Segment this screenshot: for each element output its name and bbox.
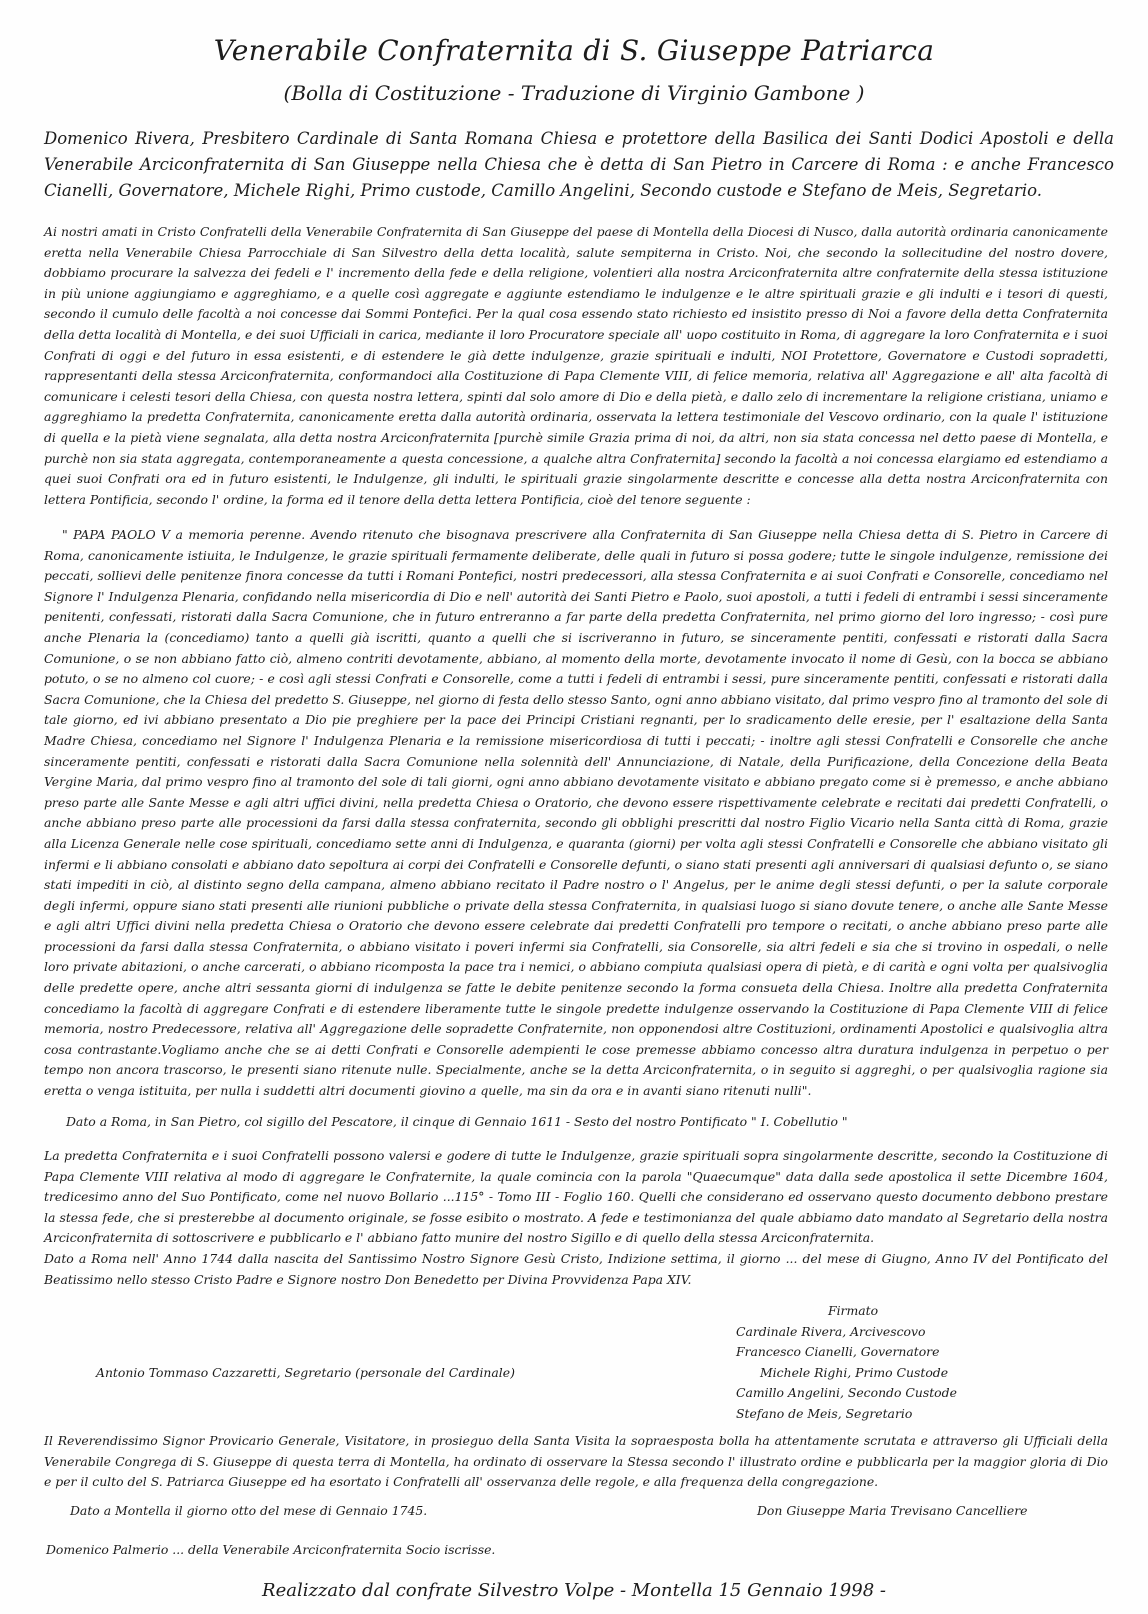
signature-block: [736, 1301, 957, 1425]
paragraph-provicar: Il Reverendissimo Signor Provicario Generale, Visitatore, in prosieguo della Santa Visita la sopraesposta bolla ha attentamente scrutata e attraverso gli Ufficiali della Venerabile Congrega di S. Giuseppe di questa terra di Montella, ha ordinato di osservare la Stessa secondo l' illustrato ordine e pubblicarla per la maggior gloria di Dio e per il culto del S. Patriarca Giuseppe ed ha esortato i Confratelli all' osservanza delle regole, e alla frequenza della congregazione.: [44, 1433, 1108, 1490]
signature-second-custodian: Camillo Angelini, Secondo Custode: [736, 1385, 957, 1401]
signature-cardinal: Cardinale Rivera, Arcivescovo: [736, 1323, 926, 1339]
dating-montella-1745: Dato a Montella il giorno otto del mese di Gennaio 1745.: [70, 1503, 428, 1518]
paragraph-address: Ai nostri amati in Cristo Confratelli della Venerabile Confraternita di San Giuseppe del paese di Montella della Diocesi di Nusco, dalla autorità ordinaria canonicamente eretta nella Venerabile Chiesa Parrocchiale di San Silvestro della detta località, salute sempiterna in Cristo. Noi, che secondo la sollecitudine del nostro dovere, dobbiamo procurare la salvezza dei fedeli e l' incremento della fede e della religione, volentieri alla nostra Arciconfraternita altre confraternite della stessa istituzione in più unione aggiungiamo e aggreghiamo, e a quelle così aggregate e aggiunte estendiamo le indulgenze e le altre spirituali grazie e gli indulti e i tesori di questi, secondo il cumulo delle facoltà a noi concesse dai Sommi Pontefici. Per la qual cosa essendo stato richiesto ed insistito presso di Noi a favore della detta Confraternita della detta località di Montella, e dei suoi Ufficiali in carica, mediante il loro Procuratore speciale all' uopo costituito in Roma, di aggregare la loro Confraternita e i suoi Confrati di oggi e del futuro in essa esistenti, e di estendere le già dette indulgenze, grazie spirituali e indulti, NOI Protettore, Governatore e Custodi sopradetti, rappresentanti della stessa Arciconfraternita, conformandoci alla Costituzione di Papa Clemente VIII, di felice memoria, relativa all' Aggregazione e all' alta facoltà di comunicare i celesti tesori della Chiesa, con questa nostra lettera, spinti dal solo amore di Dio e della pietà, e dallo zelo di incrementare la religione cristiana, uniamo e aggreghiamo la predetta Confraternita, canonicamente eretta dalla autorità ordinaria, osservata la lettera testimoniale del Vescovo ordinario, con la quale l' istituzione di quella e la pietà viene segnalata, alla detta nostra Arciconfraternita [purchè simile Grazia prima di noi, da altri, non sia stata concessa nel detto paese di Montella, e purchè non sia stata aggregata, contemporaneamente a questa concessione, a qualche altra Confraternita] secondo la facoltà a noi concessa elargiamo ed estendiamo a quei suoi Confrati ora ed in futuro esistenti, le Indulgenze, gli indulti, le spirituali grazie singolarmente descritte e concesse alla detta nostra Arciconfraternita con lettera Pontificia, secondo l' ordine, la forma ed il tenore della detta lettera Pontificia, cioè del tenore seguente :: [44, 224, 1108, 507]
document-title: Venerabile Confraternita di S. Giuseppe Patriarca: [213, 34, 935, 67]
palmerio-note: Domenico Palmerio ... della Venerabile Arciconfraternita Socio iscrisse.: [46, 1542, 496, 1557]
paragraph-validity-text: La predetta Confraternita e i suoi Confratelli possono valersi e godere di tutte le Indulgenze, grazie spirituali sopra singolarmente descritte, secondo la Costituzione di Papa Clemente VIII relativa al modo di aggregare le Confraternite, la quale comincia con la parola "Quaecumque" data dalla sede apostolica il sette Dicembre 1604, tredicesimo anno del Suo Pontificato, come nel nuovo Bollario ...115° - Tomo III - Foglio 160. Quelli che considerano ed osservano questo documento debbono prestare la stessa fede, che si presterebbe al documento originale, se fosse esibito o mostrato. A fede e testimonianza del quale abbiamo dato mandato al Segretario della nostra Arciconfraternita di sottoscrivere e pubblicarlo e l' abbiano fatto munire del nostro Sigillo e di quello della stessa Arciconfraternita.: [44, 1148, 1108, 1246]
cardinal-secretary: Antonio Tommaso Cazzaretti, Segretario (personale del Cardinale): [96, 1365, 515, 1380]
footer-credit: Realizzato dal confrate Silvestro Volpe - Montella 15 Gennaio 1998 -: [262, 1580, 886, 1601]
signature-secretary: Stefano de Meis, Segretario: [736, 1405, 913, 1421]
paragraph-papal-bull: " PAPA PAOLO V a memoria perenne. Avendo ritenuto che bisognava prescrivere alla Confraternita di San Giuseppe nella Chiesa detta di S. Pietro in Carcere di Roma, canonicamente istiuita, le Indulgenze, le grazie spirituali fermamente deliberate, delle quali in futuro si possa godere; tutte le singole indulgenze, remissione dei peccati, sollievi delle penitenze finora concesse da tutti i Romani Pontefici, nostri predecessori, alla stessa Confraternita e ai suoi Confrati e Consorelle, concediamo nel Signore l' Indulgenza Plenaria, confidando nella misericordia di Dio e nell' autorità dei Santi Pietro e Paolo, suoi apostoli, a tutti i fedeli di entrambi i sessi sinceramente penitenti, confessati, ristorati dalla Sacra Comunione, che in futuro entreranno a far parte della predetta Confraternita, nel primo giorno del loro ingresso; - così pure anche Plenaria la (concediamo) tanto a quelli già iscritti, quanto a quelli che si iscriveranno in futuro, se sinceramente pentiti, confessati e ristorati dalla Sacra Comunione, o se non abbiano fatto ciò, almeno contriti devotamente, abbiano, al momento della morte, devotamente invocato il nome di Gesù, con la bocca se abbiano potuto, o se no almeno col cuore; - e così agli stessi Confrati e Consorelle, come a tutti i fedeli di entrambi i sessi, pure sinceramente pentiti, confessati e ristorati dalla Sacra Comunione, che la Chiesa del predetto S. Giuseppe, nel giorno di festa dello stesso Santo, ogni anno abbiano visitato, dal primo vespro fino al tramonto del sole di tale giorno, ed ivi abbiano presentato a Dio pie preghiere per la pace dei Principi Cristiani regnanti, per lo sradicamento delle eresie, per l' esaltazione della Santa Madre Chiesa, concediamo nel Signore l' Indulgenza Plenaria e la remissione misericordiosa di tutti i peccati; - inoltre agli stessi Confratelli e Consorelle che anche sinceramente pentiti, confessati e ristorati dalla Sacra Comunione nella solennità dell' Annunciazione, di Natale, della Purificazione, della Concezione della Beata Vergine Maria, dal primo vespro fino al tramonto del sole di tali giorni, ogni anno abbiano devotamente visitato e abbiano pregato come si è premesso, e anche abbiano preso parte alle Sante Messe e agli altri uffici divini, nella predetta Chiesa o Oratorio, che devono essere rispettivamente celebrate e recitati dai predetti Confratelli, o anche abbiano preso parte alle processioni da farsi dalla stessa confraternita, secondo gli obblighi prescritti dal nostro Figlio Vicario nella Santa città di Roma, grazie alla Licenza Generale nelle cose spirituali, concediamo sette anni di Indulgenza, e quaranta (giorni) per volta agli stessi Confratelli e Consorelle che abbiano visitato gli infermi e li abbiano consolati e abbiano dato sepoltura ai corpi dei Confratelli e Consorelle defunti, o siano stati presenti agli anniversari di qualsiasi defunto o, se siano stati impediti in ciò, al distinto segno della campana, almeno abbiano recitato il Padre nostro o l' Angelus, per le anime degli stessi defunti, o per la salute corporale degli infermi, oppure siano stati presenti alle riunioni pubbliche o private della stessa Confraternita, in qualsiasi luogo si siano dovute tenere, o anche alle Sante Messe e agli altri Uffici divini nella predetta Chiesa o Oratorio che devono essere celebrate dai predetti Confratelli pro tempore o recitati, o anche abbiano preso parte alle processioni da farsi dalla stessa Confraternita, o abbiano visitato i poveri infermi sia Confratelli, sia Consorelle, sia altri fedeli e sia che si trovino in ospedali, o nelle loro private abitazioni, o anche carcerati, o abbiano ricomposta la pace tra i nemici, o abbiano compiuta qualsiasi opera di pietà, e di carità e ogni volta per qualsivoglia delle predette opere, anche altri sessanta giorni di indulgenza se fatte le debite penitenze secondo la forma consueta della Chiesa. Inoltre alla predetta Confraternita concediamo la facoltà di aggregare Confrati e di estendere liberamente tutte le singole predette indulgenze osservando la Costituzione di Papa Clemente VIII di felice memoria, nostro Predecessore, relativa all' Aggregazione delle sopradette Confraternite, non opponendosi altre Costituzioni, ordinamenti Apostolici e qualsivoglia altra cosa contrastante.Vogliamo anche che se ai detti Confrati e Consorelle adempienti le cose premesse abbiamo concesso altra duratura indulgenza in perpetuo o per tempo non ancora trascorso, le presenti siano ritenute nulle. Specialmente, anche se la detta Arciconfraternita, o in seguito si aggreghi, o per qualsivoglia ragione sia eretta o venga istituita, per nulla i suddetti altri documenti giovino a quelle, ma sin da ora e in avanti siano ritenuti nulli".: [44, 527, 1108, 1099]
dating-rome-1611: Dato a Roma, in San Pietro, col sigillo del Pescatore, il cinque di Gennaio 1611 - Sesto del nostro Pontificato " I. Cobellutio ": [66, 1114, 848, 1129]
paragraph-validity: [44, 1146, 1108, 1290]
document-heading: Domenico Rivera, Presbitero Cardinale di Santa Romana Chiesa e protettore della Basilica dei Santi Dodici Apostoli e della Venerabile Arciconfraternita di San Giuseppe nella Chiesa che è detta di San Pietro in Carcere di Roma : e anche Francesco Cianelli, Governatore, Michele Righi, Primo custode, Camillo Angelini, Secondo custode e Stefano de Meis, Segretario.: [44, 129, 1114, 200]
signature-governor: Francesco Cianelli, Governatore: [736, 1344, 940, 1360]
document-subtitle: (Bolla di Costituzione - Traduzione di Virginio Gambone ): [283, 81, 865, 105]
signed-label: Firmato: [828, 1303, 879, 1318]
chancellor-signature: Don Giuseppe Maria Trevisano Cancelliere: [757, 1503, 1028, 1518]
signature-first-custodian: Michele Righi, Primo Custode: [760, 1364, 949, 1380]
dating-rome-1744: Dato a Roma nell' Anno 1744 dalla nascita del Santissimo Nostro Signore Gesù Cristo, Indizione settima, il giorno ... del mese di Giugno, Anno IV del Pontificato del Beatissimo nello stesso Cristo Padre e Signore nostro Don Benedetto per Divina Provvidenza Papa XIV.: [44, 1250, 1108, 1287]
